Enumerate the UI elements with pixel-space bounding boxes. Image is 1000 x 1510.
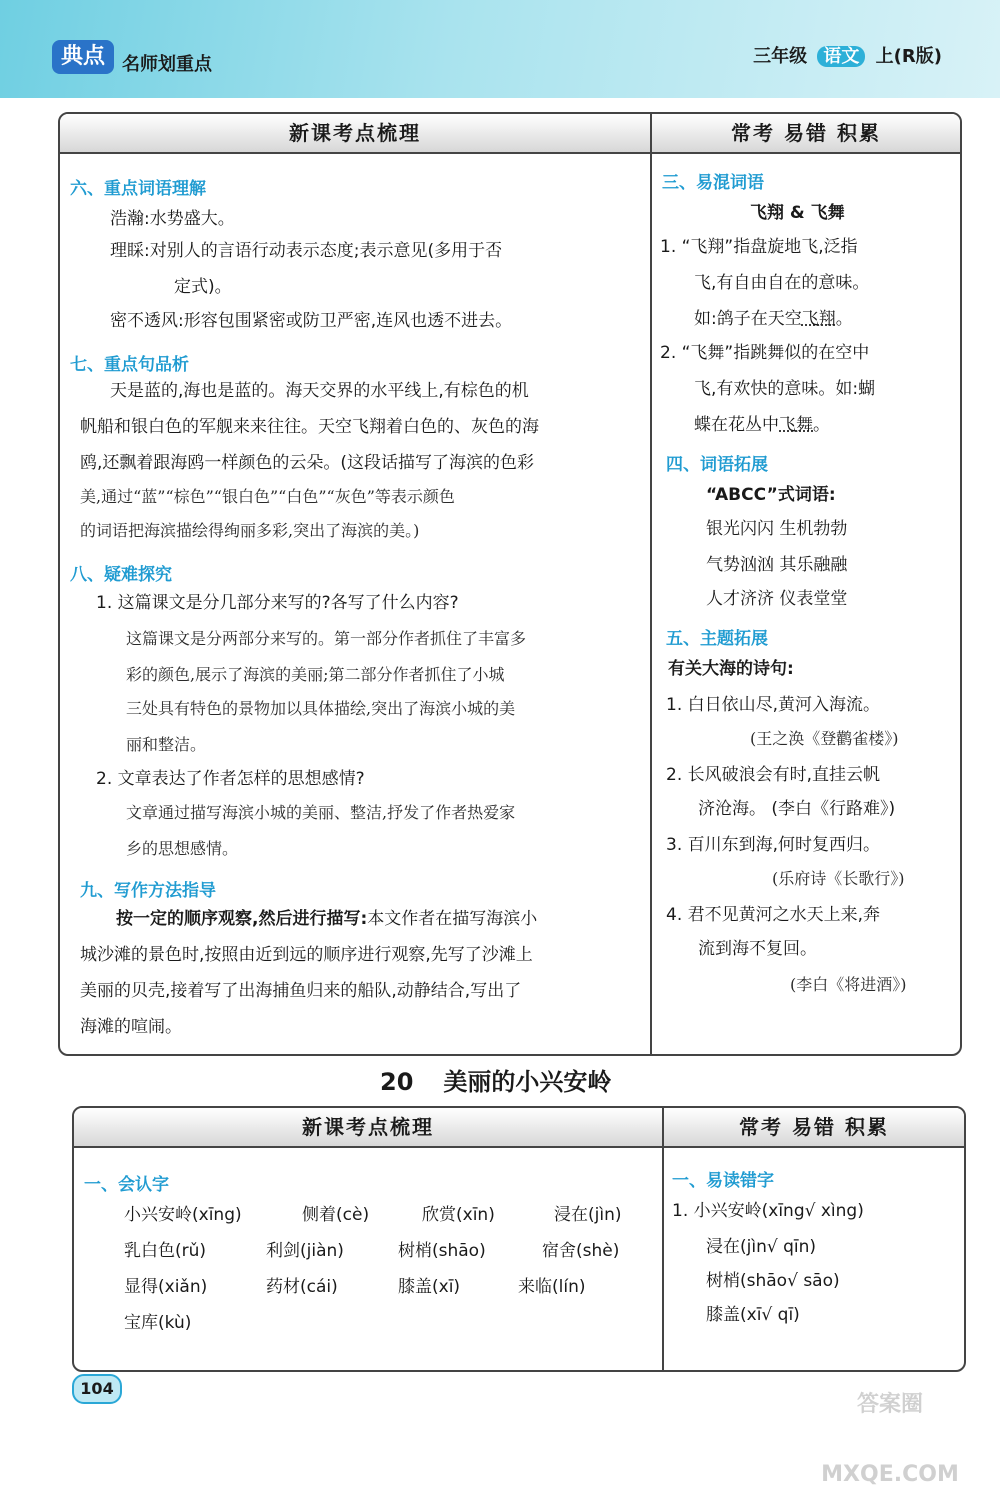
text-line: 天是蓝的,海也是蓝的。海天交界的水平线上,有棕色的机 — [110, 381, 529, 401]
word-row: 人才济济 仪表堂堂 — [706, 589, 848, 609]
text-line: 的词语把海滨描绘得绚丽多彩,突出了海滨的美。) — [80, 521, 420, 540]
box-header — [60, 114, 960, 154]
text-line — [694, 414, 830, 436]
text-line: 飞,有欢快的意味。如:蝴 — [694, 379, 876, 399]
poem-line: 2. 长风破浪会有时,直挂云帆 — [666, 765, 881, 785]
text-fragment: 如:鸽子在天空 — [694, 309, 802, 329]
example-word: 飞舞 — [779, 415, 813, 435]
answer-line: 丽和整洁。 — [126, 735, 207, 754]
char-item: 树梢(shāo√ sāo) — [706, 1271, 840, 1291]
text-fragment: 。 — [813, 415, 830, 435]
text-line: 海滩的喧闹。 — [80, 1017, 182, 1037]
text-line: 帆船和银白色的军舰来来往往。天空飞翔着白色的、灰色的海 — [80, 417, 539, 437]
box-title-right: 常考 易错 积累 — [739, 1115, 889, 1139]
char-item: 小兴安岭(xīng) — [124, 1205, 242, 1225]
text-line: 理睬:对别人的言语行动表示态度;表示意见(多用于否 — [110, 241, 503, 261]
char-item: 侧着(cè) — [302, 1205, 370, 1225]
grade-pre: 三年级 — [753, 46, 808, 67]
char-item: 宿舍(shè) — [542, 1241, 620, 1261]
question: 1. 这篇课文是分几部分来写的?各写了什么内容? — [96, 593, 459, 613]
poem-source: (王之涣《登鹳雀楼》) — [750, 729, 899, 748]
chapter-name: 美丽的小兴安岭 — [443, 1068, 612, 1096]
box-header — [74, 1108, 964, 1148]
word-row: 银光闪闪 生机勃勃 — [706, 519, 848, 539]
section-title: 三、易混词语 — [662, 173, 764, 193]
subject-badge: 语文 — [817, 46, 865, 67]
text-line — [694, 308, 853, 330]
column-divider — [662, 1108, 664, 1370]
char-item: 膝盖(xī√ qī) — [706, 1305, 800, 1325]
char-item: 1. 小兴安岭(xīng√ xìng) — [672, 1201, 864, 1221]
text-line: 鸥,还飘着跟海鸥一样颜色的云朵。(这段话描写了海滨的色彩 — [80, 453, 535, 473]
char-item: 欣赏(xīn) — [422, 1205, 495, 1225]
section-title: 六、重点词语理解 — [70, 179, 206, 199]
page-number: 104 — [72, 1374, 122, 1404]
text-fragment: 蝶在花丛中 — [694, 415, 779, 435]
brand-logo: 典点 — [52, 40, 114, 74]
example-word: 飞翔 — [801, 309, 836, 329]
method-text: 本文作者在描写海滨小 — [367, 909, 538, 929]
section-title: 一、会认字 — [84, 1175, 169, 1195]
box-title-left: 新课考点梳理 — [289, 121, 421, 145]
char-item: 浸在(jìn) — [554, 1205, 622, 1225]
review-box-2 — [72, 1106, 966, 1372]
text-fragment: 。 — [835, 309, 853, 329]
section-title: 四、词语拓展 — [666, 455, 768, 475]
page-header — [0, 0, 1000, 98]
char-item: 来临(lín) — [518, 1277, 586, 1297]
text-line: 美,通过“蓝”“棕色”“银白色”“白色”“灰色”等表示颜色 — [80, 487, 455, 506]
answer-line: 这篇课文是分两部分来写的。第一部分作者抓住了丰富多 — [126, 629, 527, 648]
char-item: 显得(xiǎn) — [124, 1277, 208, 1297]
poem-line: 4. 君不见黄河之水天上来,奔 — [666, 905, 881, 925]
char-item: 药材(cái) — [266, 1277, 338, 1297]
section-title: 九、写作方法指导 — [80, 881, 216, 901]
answer-line: 乡的思想感情。 — [126, 839, 239, 858]
poem-line: 济沧海。 (李白《行路难》) — [698, 799, 896, 819]
char-item: 利剑(jiàn) — [266, 1241, 344, 1261]
subheading: 有关大海的诗句: — [668, 659, 794, 679]
section-title: 七、重点句品析 — [70, 355, 189, 375]
section-title: 八、疑难探究 — [70, 565, 172, 585]
subheading: 飞翔 & 飞舞 — [750, 203, 845, 223]
word-row: 气势汹汹 其乐融融 — [706, 555, 848, 575]
poem-source: (李白《将进酒》) — [790, 975, 907, 994]
watermark: 答案圈 MXQE.COM — [821, 1392, 959, 1487]
text-line: 定式)。 — [174, 277, 232, 297]
poem-source: (乐府诗《长歌行》) — [772, 869, 905, 888]
brand-subtitle: 名师划重点 — [122, 54, 212, 75]
char-item: 浸在(jìn√ qīn) — [706, 1237, 817, 1257]
grade-post: 上(R版) — [875, 46, 942, 67]
section-title: 一、易读错字 — [672, 1171, 774, 1191]
question: 2. 文章表达了作者怎样的思想感情? — [96, 769, 365, 789]
text-line: 浩瀚:水势盛大。 — [110, 209, 235, 229]
box-title-right: 常考 易错 积累 — [731, 121, 881, 145]
poem-line: 1. 白日依山尽,黄河入海流。 — [666, 695, 881, 715]
chapter-title — [380, 1062, 611, 1097]
chapter-number: 20 — [380, 1068, 414, 1096]
text-line: 密不透风:形容包围紧密或防卫严密,连风也透不进去。 — [110, 311, 513, 331]
section-title: 五、主题拓展 — [666, 629, 768, 649]
subheading: “ABCC”式词语: — [706, 485, 836, 505]
char-item: 树梢(shāo) — [398, 1241, 486, 1261]
review-box-1 — [58, 112, 962, 1056]
char-item: 乳白色(rǔ) — [124, 1241, 207, 1261]
answer-line: 三处具有特色的景物加以具体描绘,突出了海滨小城的美 — [126, 699, 516, 718]
method-heading: 按一定的顺序观察,然后进行描写: — [116, 909, 368, 929]
poem-line: 流到海不复回。 — [698, 939, 817, 959]
text-line — [116, 908, 537, 930]
answer-line: 彩的颜色,展示了海滨的美丽;第二部分作者抓住了小城 — [126, 665, 505, 684]
poem-line: 3. 百川东到海,何时复西归。 — [666, 835, 881, 855]
char-item: 宝库(kù) — [124, 1313, 192, 1333]
text-line: 城沙滩的景色时,按照由近到远的顺序进行观察,先写了沙滩上 — [80, 945, 533, 965]
text-line: 美丽的贝壳,接着写了出海捕鱼归来的船队,动静结合,写出了 — [80, 981, 522, 1001]
column-divider — [650, 114, 652, 1054]
grade-label — [753, 42, 942, 68]
char-item: 膝盖(xī) — [398, 1277, 461, 1297]
box-title-left: 新课考点梳理 — [302, 1115, 434, 1139]
text-line: 2. “飞舞”指跳舞似的在空中 — [660, 343, 870, 363]
text-line: 飞,有自由自在的意味。 — [694, 273, 870, 293]
text-line: 1. “飞翔”指盘旋地飞,泛指 — [660, 237, 858, 257]
answer-line: 文章通过描写海滨小城的美丽、整洁,抒发了作者热爱家 — [126, 803, 516, 822]
